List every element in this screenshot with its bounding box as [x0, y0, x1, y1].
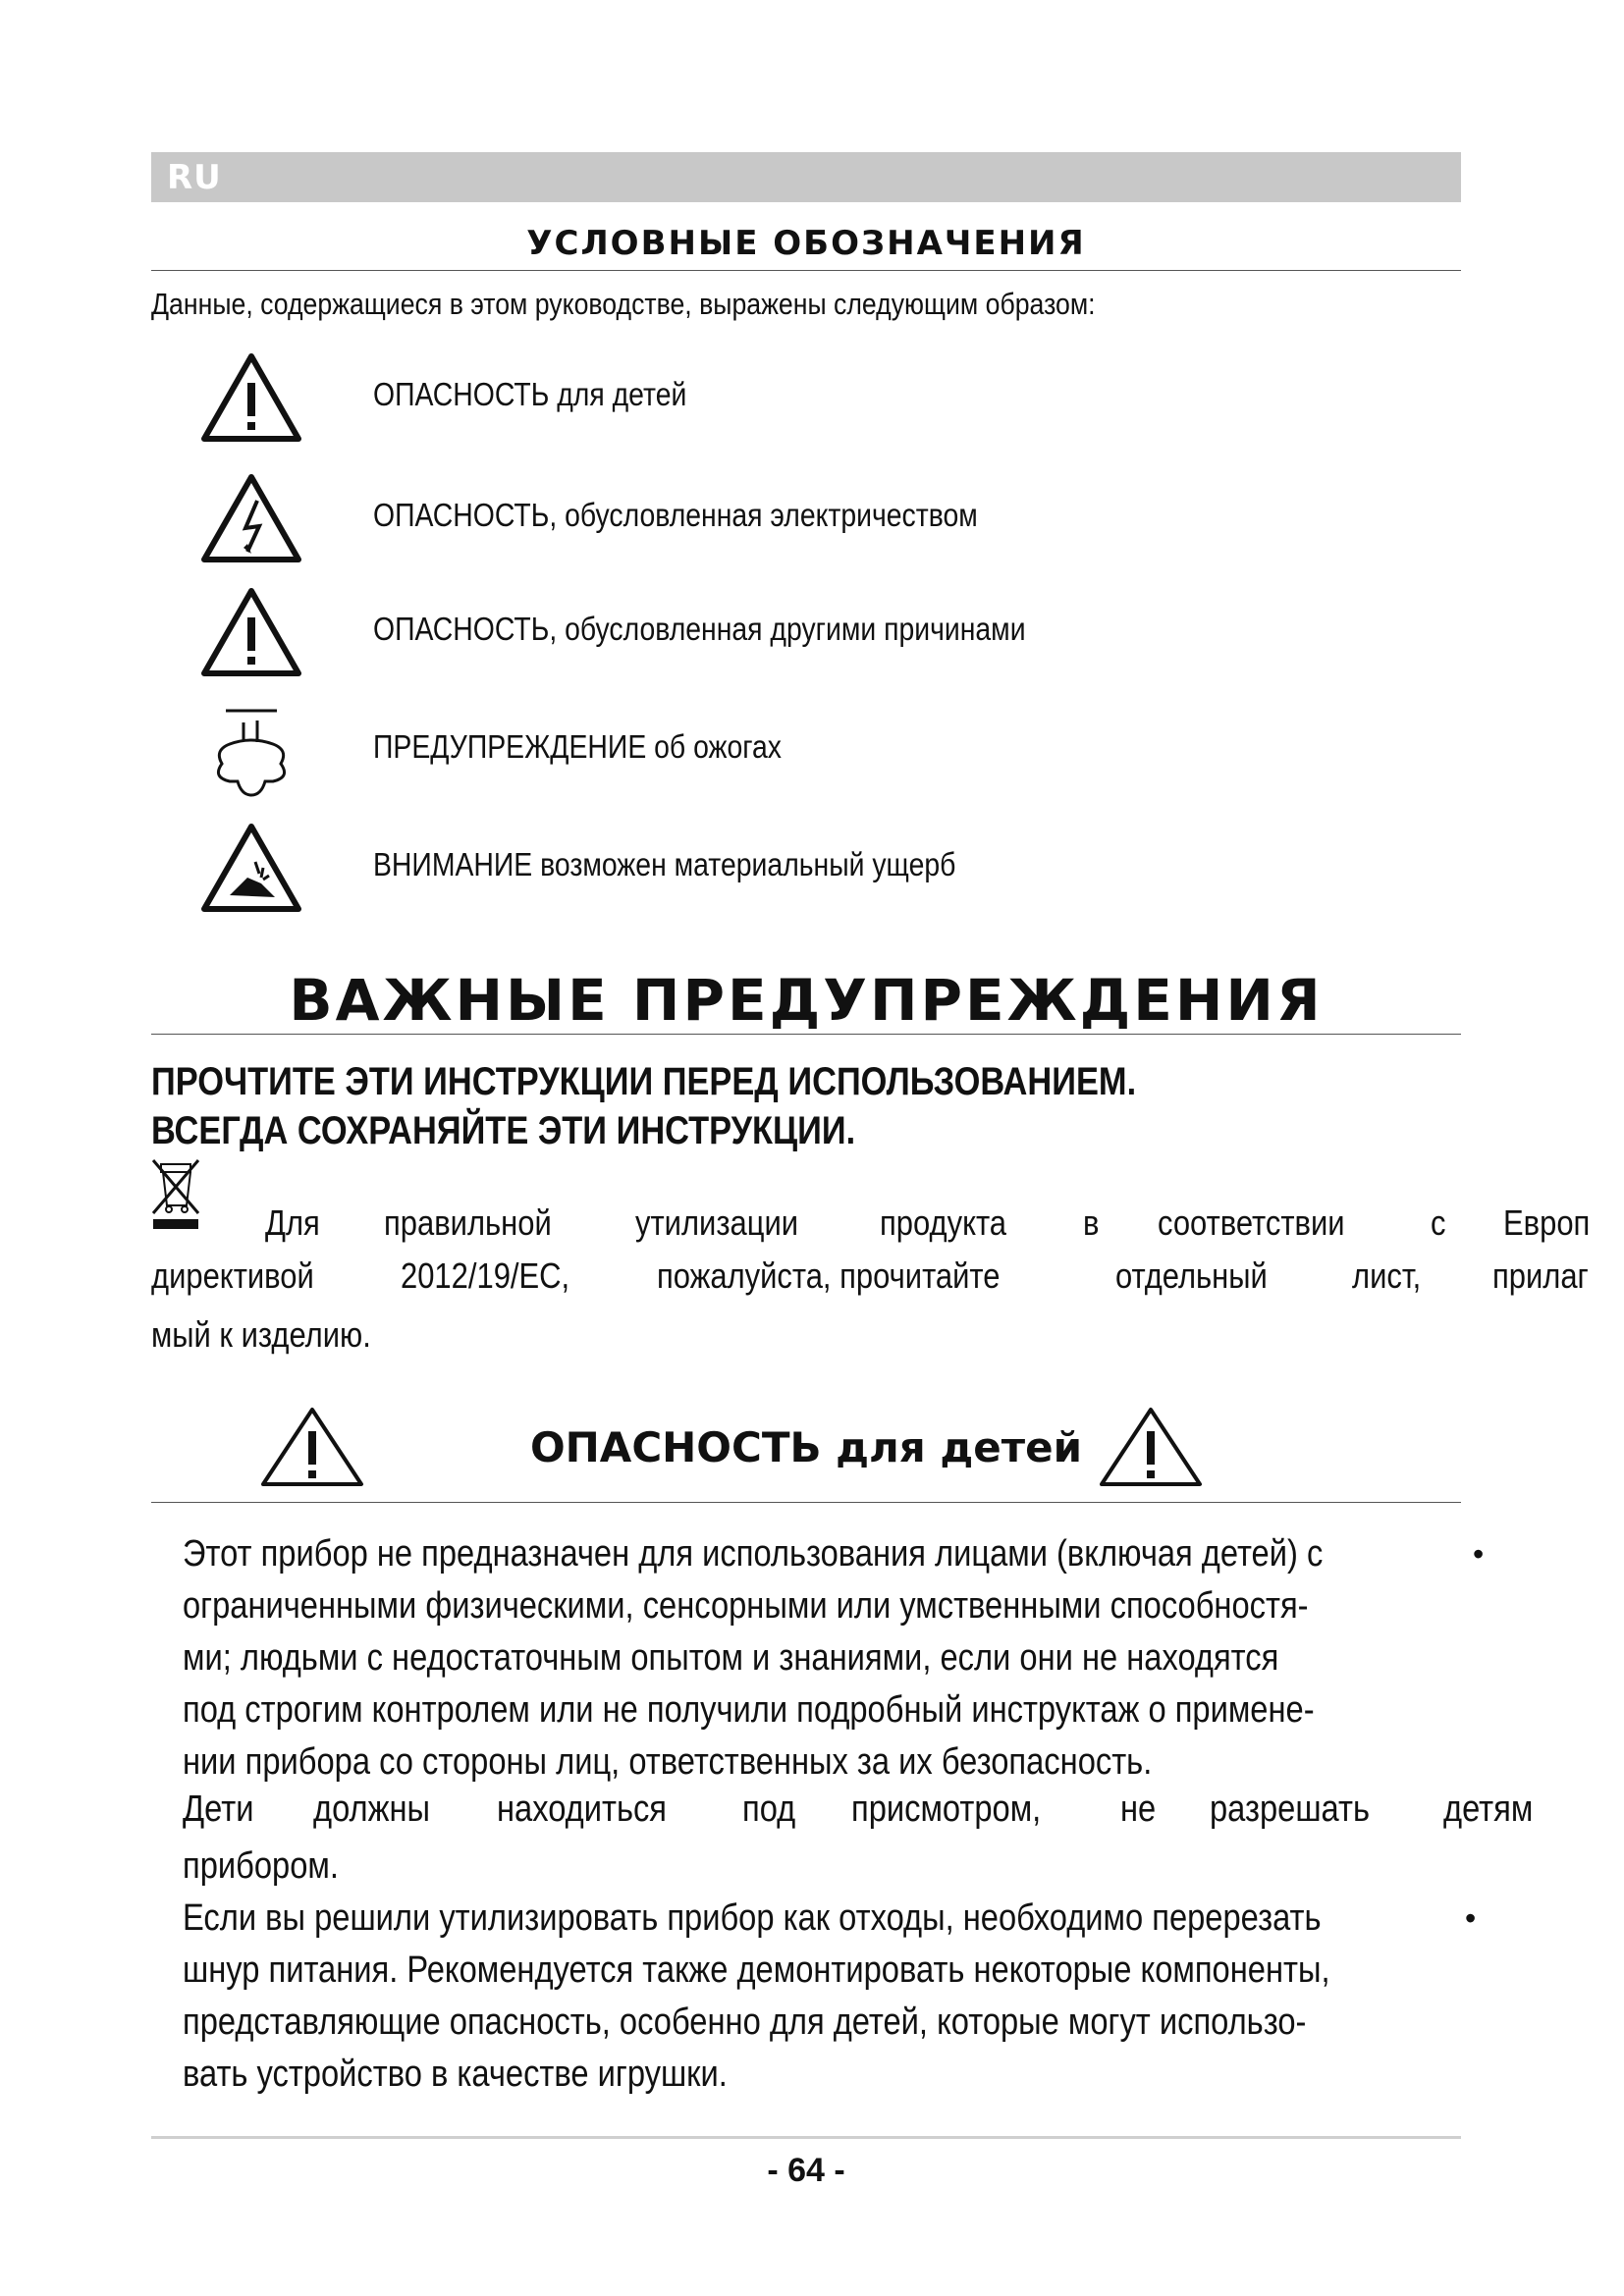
para3-line: Если вы решили утилизировать прибор как отходы, необходимо перерезать: [183, 1897, 1322, 1939]
read-instructions-heading: ПРОЧТИТЕ ЭТИ ИНСТРУКЦИИ ПЕРЕД ИСПОЛЬЗОВАНИЕМ.: [151, 1060, 1137, 1103]
legend-text: ОПАСНОСТЬ, обусловленная электричеством: [373, 497, 978, 533]
legend-text: ОПАСНОСТЬ для детей: [373, 376, 687, 412]
legend-item-burn-warning: [196, 701, 1375, 799]
weee-bin-icon: [147, 1154, 206, 1235]
weee-line-3: мый к изделию.: [151, 1314, 371, 1355]
divider: [151, 1502, 1461, 1503]
keep-instructions-heading: ВСЕГДА СОХРАНЯЙТЕ ЭТИ ИНСТРУКЦИИ.: [151, 1109, 856, 1152]
para1-line: нии прибора со стороны лиц, ответственных за их безопасность.: [183, 1741, 1153, 1783]
para1-line: ми; людьми с недостаточным опытом и знаниями, если они не находятся: [183, 1637, 1279, 1679]
divider: [151, 270, 1461, 271]
footer-divider: [151, 2136, 1461, 2139]
child-danger-heading: [151, 1404, 1461, 1482]
legend-item-child-danger: [196, 348, 1375, 447]
legend-item-material-damage: [196, 819, 1375, 917]
para1-line: Этот прибор не предназначен для использования лицами (включая детей) с: [183, 1533, 1324, 1575]
para3-line: шнур питания. Рекомендуется также демонтировать некоторые компоненты,: [183, 1949, 1330, 1991]
warnings-title: ВАЖНЫЕ ПРЕДУПРЕЖДЕНИЯ: [289, 967, 1324, 1034]
para2-line: Дети должны находиться под присмотром, не разрешать детям: [183, 1789, 1534, 1830]
para3-line: представляющие опасность, особенно для детей, которые могут использо-: [183, 2002, 1307, 2043]
para2-end: прибором.: [183, 1845, 339, 1887]
symbols-title: УСЛОВНЫЕ ОБОЗНАЧЕНИЯ: [526, 224, 1086, 263]
symbols-intro: Данные, содержащиеся в этом руководстве, выражены следующим образом:: [151, 287, 1096, 321]
divider: [151, 1034, 1461, 1035]
legend-text: ПРЕДУПРЕЖДЕНИЕ об ожогах: [373, 728, 783, 765]
legend-text: ВНИМАНИЕ возможен материальный ущерб: [373, 846, 956, 882]
para3-line: вать устройство в качестве игрушки.: [183, 2054, 728, 2095]
para1-line: ограниченными физическими, сенсорными или умственными способностя-: [183, 1585, 1309, 1627]
electric-hazard-icon: [196, 469, 306, 567]
language-code: RU: [167, 158, 222, 197]
weee-line-1: Для правильной утилизации продукта в соответствии с Европ: [265, 1202, 1591, 1243]
bullet: •: [1473, 1536, 1485, 1572]
warning-triangle-icon: [196, 583, 306, 681]
weee-line-2: директивой 2012/19/EC, пожалуйста, прочитайте отдельный лист, прилаг: [151, 1255, 1590, 1296]
child-danger-title: ОПАСНОСТЬ для детей: [529, 1423, 1083, 1471]
bullet: •: [1465, 1900, 1477, 1936]
para1-line: под строгим контролем или не получили подробный инструктаж о примене-: [183, 1689, 1315, 1731]
hot-surface-icon: [196, 701, 306, 799]
legend-text: ОПАСНОСТЬ, обусловленная другими причинами: [373, 611, 1026, 647]
legend-item-electric-danger: [196, 469, 1375, 567]
legend-item-other-danger: [196, 583, 1375, 681]
language-bar: [151, 152, 1461, 202]
page-number: - 64 -: [767, 2152, 845, 2189]
material-damage-icon: [196, 819, 306, 917]
warning-triangle-icon: [196, 348, 306, 447]
